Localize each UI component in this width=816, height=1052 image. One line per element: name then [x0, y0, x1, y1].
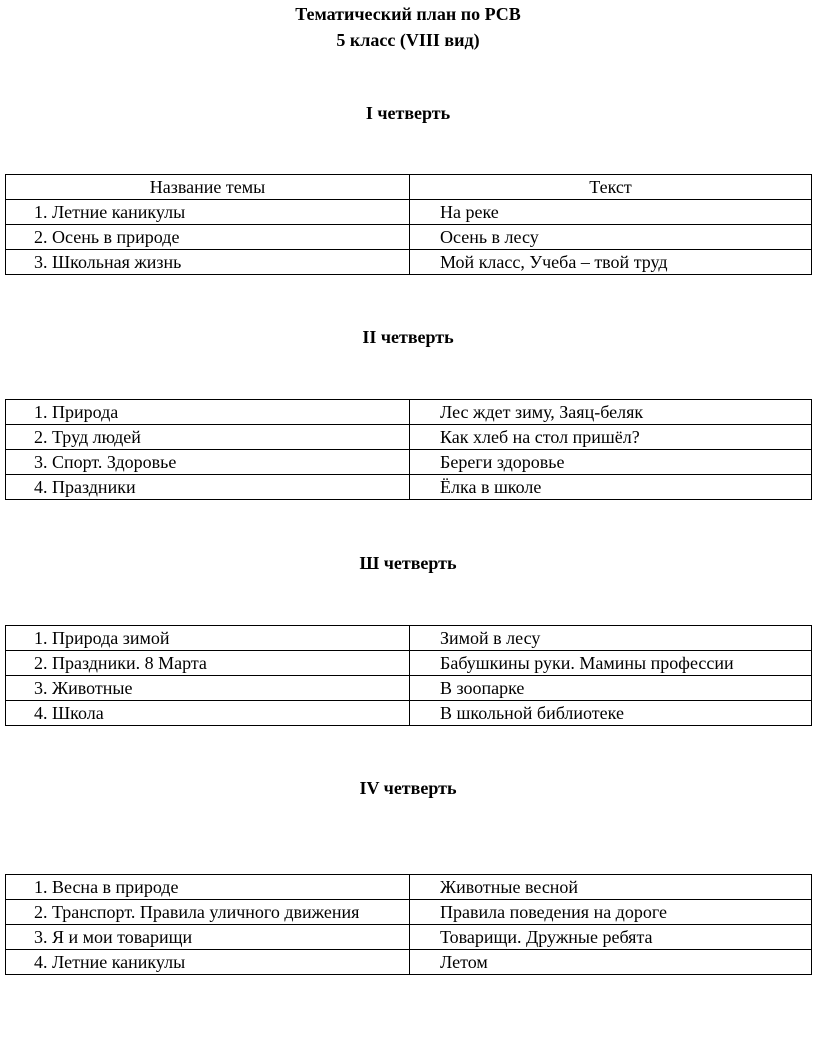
topic-cell: 2. Труд людей: [6, 425, 410, 450]
text-cell: Летом: [410, 950, 812, 975]
text-cell: Правила поведения на дороге: [410, 900, 812, 925]
topic-cell: 4. Летние каникулы: [6, 950, 410, 975]
text-cell: Животные весной: [410, 875, 812, 900]
quarter-3-heading: Ш четверть: [359, 553, 457, 573]
table-row: [6, 875, 812, 900]
text-cell: Лес ждет зиму, Заяц-беляк: [410, 400, 812, 425]
topic-cell: 4. Школа: [6, 701, 410, 726]
quarter-2-table: [5, 399, 812, 500]
table-row: [6, 701, 812, 726]
topic-cell: 1. Природа: [6, 400, 410, 425]
quarter-4-heading: IV четверть: [359, 778, 457, 798]
table-row: [6, 200, 812, 225]
topic-cell: 4. Праздники: [6, 475, 410, 500]
text-cell: Бабушкины руки. Мамины профессии: [410, 651, 812, 676]
column-header-topic: Название темы: [6, 175, 410, 200]
topic-cell: 3. Школьная жизнь: [6, 250, 410, 275]
table-row: [6, 626, 812, 651]
quarter-2-heading: II четверть: [362, 327, 454, 347]
document-title: Тематический план по РСВ: [295, 4, 521, 24]
text-cell: Товарищи. Дружные ребята: [410, 925, 812, 950]
topic-cell: 1. Летние каникулы: [6, 200, 410, 225]
topic-cell: 1. Природа зимой: [6, 626, 410, 651]
text-cell: Как хлеб на стол пришёл?: [410, 425, 812, 450]
table-header-row: [6, 175, 812, 200]
table-row: [6, 651, 812, 676]
text-cell: В школьной библиотеке: [410, 701, 812, 726]
text-cell: В зоопарке: [410, 676, 812, 701]
text-cell: Осень в лесу: [410, 225, 812, 250]
topic-cell: 1. Весна в природе: [6, 875, 410, 900]
quarter-1-heading: I четверть: [365, 103, 451, 123]
table-row: [6, 925, 812, 950]
table-row: [6, 475, 812, 500]
topic-cell: 3. Животные: [6, 676, 410, 701]
table-row: [6, 450, 812, 475]
quarter-4-table: [5, 874, 812, 975]
text-cell: На реке: [410, 200, 812, 225]
table-row: [6, 400, 812, 425]
topic-cell: 3. Спорт. Здоровье: [6, 450, 410, 475]
quarter-1-table: [5, 174, 812, 275]
text-cell: Мой класс, Учеба – твой труд: [410, 250, 812, 275]
column-header-text: Текст: [410, 175, 812, 200]
table-row: [6, 950, 812, 975]
table-row: [6, 900, 812, 925]
document-subtitle: 5 класс (VIII вид): [336, 30, 480, 50]
table-row: [6, 225, 812, 250]
topic-cell: 2. Праздники. 8 Марта: [6, 651, 410, 676]
table-row: [6, 425, 812, 450]
table-row: [6, 250, 812, 275]
quarter-3-table: [5, 625, 812, 726]
topic-cell: 3. Я и мои товарищи: [6, 925, 410, 950]
topic-cell: 2. Осень в природе: [6, 225, 410, 250]
text-cell: Береги здоровье: [410, 450, 812, 475]
table-row: [6, 676, 812, 701]
topic-cell: 2. Транспорт. Правила уличного движения: [6, 900, 410, 925]
text-cell: Зимой в лесу: [410, 626, 812, 651]
text-cell: Ёлка в школе: [410, 475, 812, 500]
